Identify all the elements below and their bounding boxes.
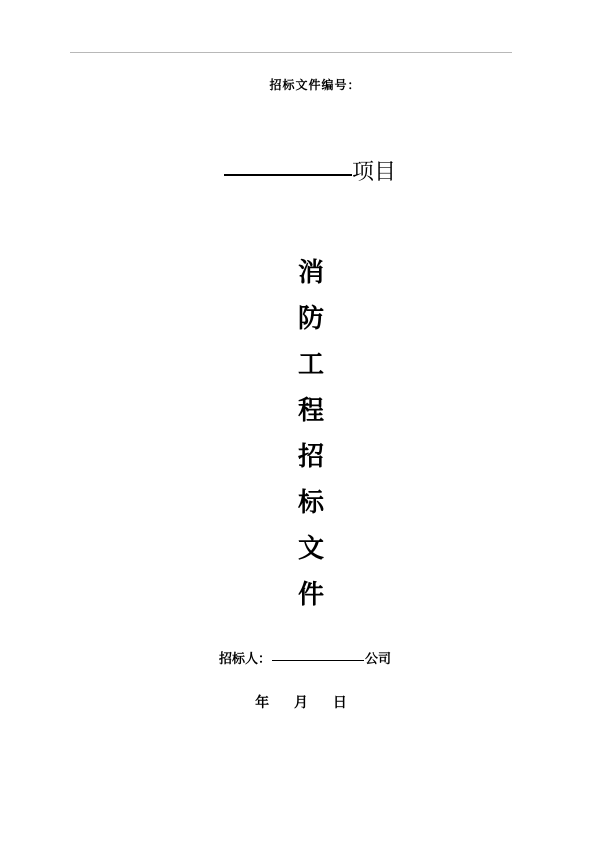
bidder-suffix-label: 公司	[365, 652, 392, 667]
title-char: 工	[297, 350, 324, 380]
bidder-name-blank	[272, 660, 364, 661]
vertical-title	[0, 250, 600, 618]
document-number-label: 招标文件编号：	[269, 78, 361, 92]
title-char: 招	[297, 442, 324, 472]
project-suffix-label: 项目	[351, 160, 396, 185]
title-char: 程	[297, 396, 324, 426]
bidder-label: 招标人：	[218, 652, 271, 667]
title-char: 消	[297, 258, 324, 288]
title-char: 件	[297, 580, 324, 610]
bidder-line	[0, 648, 600, 667]
title-char: 文	[297, 534, 324, 564]
project-name-blank	[224, 174, 352, 176]
title-char: 标	[297, 488, 324, 518]
title-char: 防	[297, 304, 324, 334]
date-line: 年 月 日	[255, 695, 357, 711]
project-title-line	[0, 155, 600, 186]
header-divider	[70, 52, 512, 53]
